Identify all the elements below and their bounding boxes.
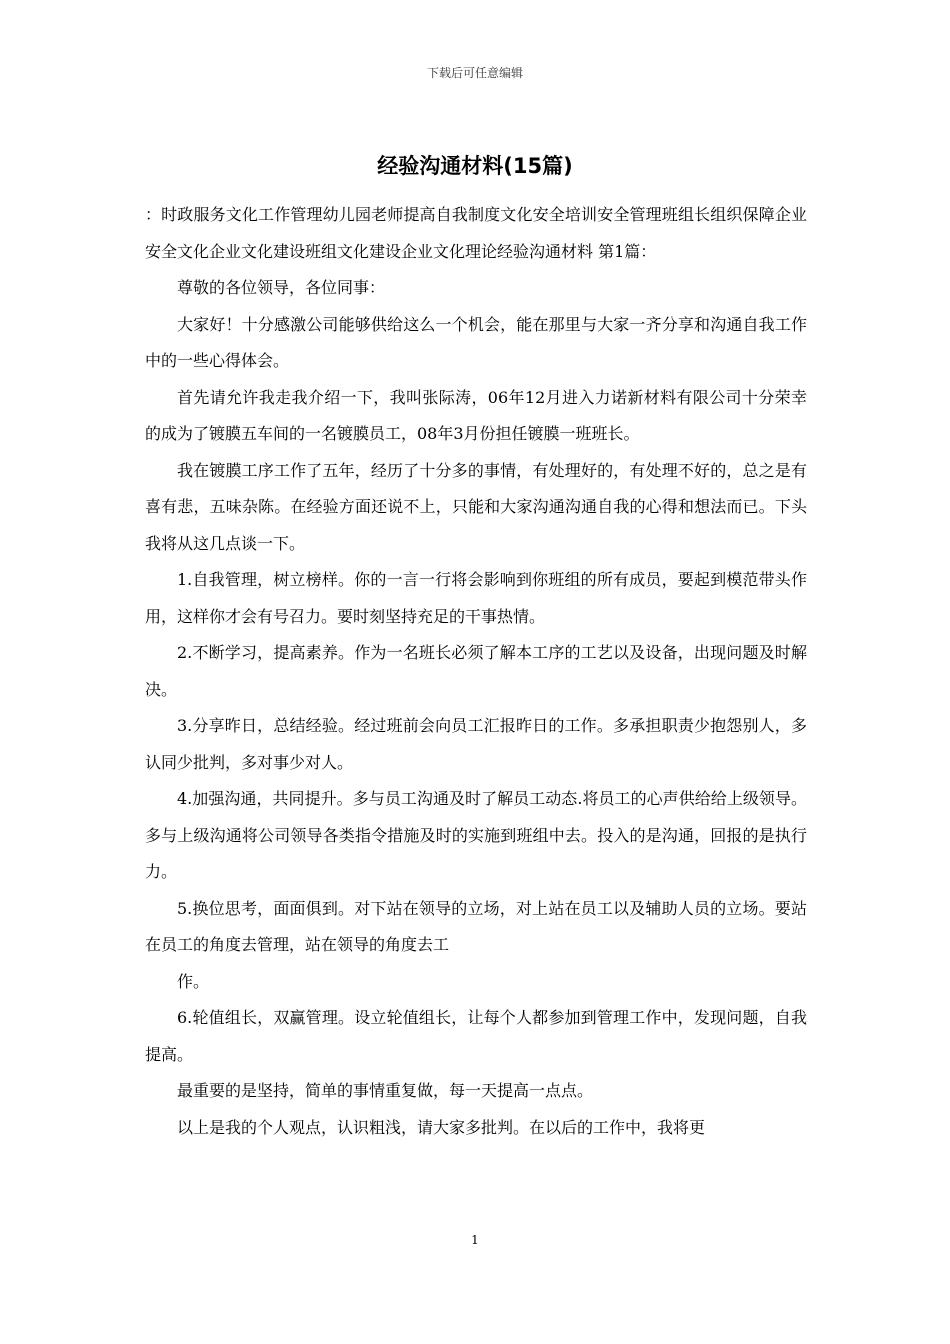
keywords-paragraph: ：时政服务文化工作管理幼儿园老师提高自我制度文化安全培训安全管理班组长组织保障企业安全文化企业文化建设班组文化建设企业文化理论经验沟通材料 第1篇：: [145, 205, 807, 261]
page-number: 1: [471, 1233, 479, 1247]
body-paragraph: 首先请允许我走我介绍一下，我叫张际涛，06年12月进入力诺新材料有限公司十分荣幸的成为了镀膜五车间的一名镀膜员工，08年3月份担任镀膜一班班长。: [145, 387, 807, 443]
greeting-paragraph: 尊敬的各位领导，各位同事：: [177, 278, 386, 297]
document-body: [145, 197, 807, 1146]
body-paragraph: 以上是我的个人观点，认识粗浅，请大家多批判。在以后的工作中，我将更: [177, 1117, 706, 1137]
body-paragraph: 我在镀膜工序工作了五年，经历了十分多的事情，有处理好的，有处理不好的，总之是有喜有悲，五味杂陈。在经验方面还说不上，只能和大家沟通沟通自我的心得和想法而已。下头我将从这几点谈一下。: [145, 460, 807, 553]
list-item-paragraph: 5.换位思考，面面俱到。对下站在领导的立场，对上站在员工以及辅助人员的立场。要站在员工的角度去管理，站在领导的角度去工: [145, 898, 807, 954]
list-item-paragraph: 3.分享昨日，总结经验。经过班前会向员工汇报昨日的工作。多承担职责少抱怨别人，多认同少批判，多对事少对人。: [145, 716, 807, 772]
body-paragraph: 大家好！十分感激公司能够供给这么一个机会，能在那里与大家一齐分享和沟通自我工作中的一些心得体会。: [145, 314, 807, 370]
page-header: 下载后可任意编辑: [426, 66, 523, 80]
document-title: 经验沟通材料(15篇): [377, 154, 573, 178]
list-item-paragraph: 1.自我管理，树立榜样。你的一言一行将会影响到你班组的所有成员，要起到模范带头作用，这样你才会有号召力。要时刻坚持充足的干事热情。: [145, 570, 807, 626]
list-item-paragraph: 2.不断学习，提高素养。作为一名班长必须了解本工序的工艺以及设备，出现问题及时解决。: [145, 643, 807, 699]
list-item-continuation: 作。: [177, 971, 210, 991]
list-item-paragraph: 6.轮值组长，双赢管理。设立轮值组长，让每个人都参加到管理工作中，发现问题，自我提高。: [145, 1008, 807, 1064]
list-item-paragraph: 4.加强沟通，共同提升。多与员工沟通及时了解员工动态.将员工的心声供给给上级领导。多与上级沟通将公司领导各类指令措施及时的实施到班组中去。投入的是沟通，回报的是执行力。: [145, 789, 807, 881]
body-paragraph: 最重要的是坚持，简单的事情重复做，每一天提高一点点。: [177, 1081, 594, 1100]
